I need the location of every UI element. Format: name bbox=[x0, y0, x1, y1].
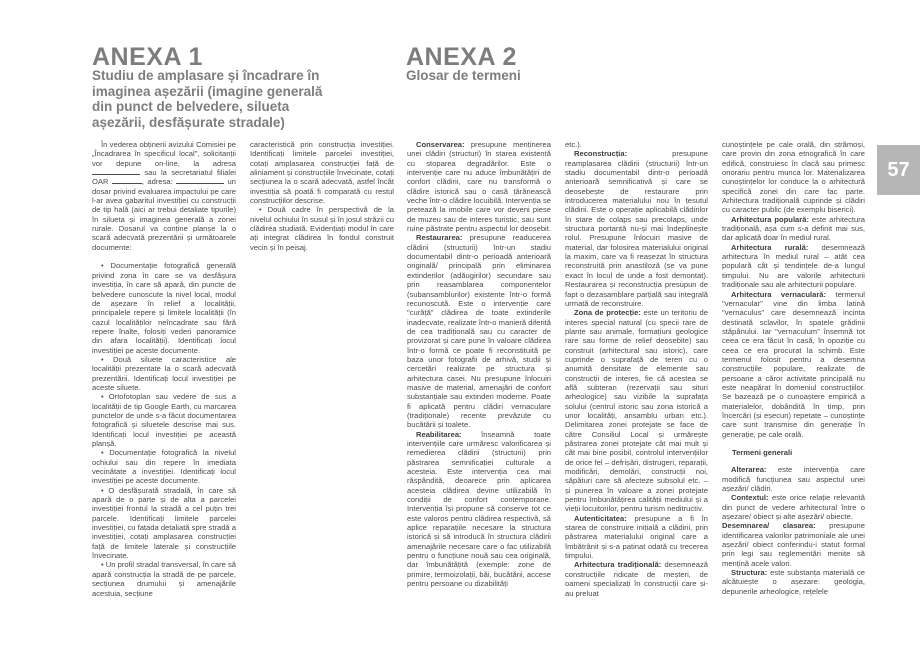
blank-line bbox=[92, 174, 140, 175]
glossary-term: Autenticitatea: bbox=[574, 513, 627, 523]
glossary-definition: desemnează arhitectura în mediul rural – atât cea populară cât și tendințele de-a lungul timpului. Nu are valorile arhitecturii tradiționale sau ale arhitecturii populare. bbox=[722, 242, 865, 290]
glossary-definition: înseamnă toate intervențiile care urmăresc valorificarea și remedierea clădirii (structurii) prin păstrarea semnificației culturale a acesteia. Este intervenția cea mai răspândită, deoarece prin aplicarea acesteia clădirea devine utilizabilă în condiții de confort contemporane. Intervenția își propune să conserve tot ce este valoros pentru clădirea respectivă, să aplice reparațiile necesare la structura istorică și să introducă în structura clădirii amenajările necesare care o fac utilizabilă pentru o funcțiune nouă sau cea originală, dar îmbunătățită (exemple: zone de primire, termoizolații, băi, bucătării, accese pentru persoane cu dizabilități bbox=[407, 429, 551, 589]
intro-text: adresa: bbox=[147, 177, 173, 187]
list-item: • O desfășurată stradală, în care să apară de o parte și de alta a parcelei investiției frontul la stradă a cel puțin trei parcele. Identificați limitele parcelei investiției, cu fațada detaliată spre stradă a investiției, cotați amplasarea construcției față de limitele laterale și construcțiile învecinate. bbox=[92, 485, 236, 561]
glossary-definition: este un teritoriu de interes special natural (cu specii rare de plante sau animale, formațiuni geologice rare sau forme de relief deosebite) sau construit (arhitectural sau istoric), care cuprinde o suprafață de teren cu o anumită densitate de elemente sau construcții de interes, fie că acestea se află subteran (rezervații sau situri arheologice) sau vizibile la suprafața solului (centrul istoric sau zona istorică a unor localități, ansamblu urban etc.). Delimitarea zonei protejate se face de către Consiliul Local și urmărește păstrarea zonei protejate cât mai mult și cât mai bine posibil, controlul intervențiilor de orice fel – defrișări, distrugeri, reparații, modificări, demolări, construcții noi, săpături care să afecteze subsolul etc. – și punerea în valoare a zonei protejate pentru îmbunătățirea calității mediului și a vieții locuitorilor, pentru turism neditructiv. bbox=[565, 308, 708, 514]
glossary-term: Arhitectura bbox=[574, 560, 615, 570]
glossary-term: Reconstrucția: bbox=[574, 149, 628, 159]
glossary-term: Desemnarea/ clasarea: bbox=[722, 521, 816, 531]
glossary-definition: termenul "vernacular" vine din limba latină "vernaculus" care desemnează incinta destinată sclavilor, în spatele grădinii stăpânului. Iar "vernaculum" însemnă tot ceea ce era făcut în casă, în opoziție cu ceea ce era procurat la schimb. Este termenul folosit pentru a desemna construcțiile populare, realizate de persoane a căror activitate principală nu este neapărat în domeniul construcțiilor. Se bazează pe o cunoaștere empirică a materialelor, dobândită în timp, prin încercări (și eșecuri) repetate – cunoștințe care sunt transmise din generație în generație, pe cale orală. bbox=[722, 289, 865, 439]
glossary-definition: este arhitectura tradițională, așa cum s-a definit mai sus, dar aplicată doar în mediul rural. bbox=[722, 214, 865, 243]
list-item: • Un profil stradal transversal, în care să apară construcția la stradă de pe parcele, secțiunea drumului și amenajările acestuia, secțiune bbox=[92, 560, 236, 598]
glossary-entry bbox=[407, 430, 551, 589]
glossary-term: Alterarea: bbox=[731, 465, 767, 475]
anexa1-subtitle-line: așezării, desfășurate stradale) bbox=[92, 114, 285, 130]
glossary-entry bbox=[722, 290, 865, 440]
glossary-term: Structura: bbox=[731, 568, 768, 578]
section-heading: Termeni generali bbox=[732, 448, 793, 457]
column-anexa1-right bbox=[250, 140, 394, 252]
glossary-term: Zona de protecție: bbox=[574, 308, 641, 318]
list-item: • Documentație fotografică la nivelul ochiului sau din repere în imediata vecinătate a investiției. Identificați locul investiției pe aceste documente. bbox=[92, 448, 236, 486]
paragraph: cunoștințele pe cale orală, din strămoși, care provin din zona etnografică în care edifică, construiesc în clacă sau primesc onorariu pentru munca lor. Materializarea cunoștințelor lor conduce la o arhitectură specifică zonei din care fac parte. Arhitectura tradițională cuprinde și clădiri cu caracter public (de exemplu biserici). bbox=[722, 140, 865, 215]
column-glossary-3 bbox=[722, 140, 865, 596]
list-item: • Documentație fotografică generală privind zona în care se va desfășura investiția, în care să apară, din puncte de belvedere cunoscute la nivel local, modul de așezare în relief a localității, principalele repere și limitele localității (în cazul localităților neîncadrate sau fără repere înalte, folosiți vederi panoramice din afara localității). Identificați locul investiției pe aceste documente. bbox=[92, 261, 236, 355]
glossary-entry bbox=[565, 308, 708, 514]
page-number-tab: 57 bbox=[877, 145, 920, 195]
glossary-entry bbox=[407, 233, 551, 429]
glossary-entry bbox=[565, 149, 708, 308]
intro-text: În vederea obținerii avizului Comisiei pe „Încadrarea în specificul local", solicitanții vor depune on-line, la adresa bbox=[92, 140, 236, 168]
anexa1-subtitle-line: Studiu de amplasare și încadrare în bbox=[92, 68, 320, 83]
glossary-term: Arhitectura populară: bbox=[731, 214, 809, 224]
glossary-definition: presupune a fi în starea de construire inițială a clădirii, prin păstrarea materialului original care a îmbătrânit și s-a patinat odată cu trecerea timpului. bbox=[565, 513, 708, 561]
column-glossary-2 bbox=[565, 140, 708, 598]
glossary-definition: este substanța materială ce alcătuiește o așezare: geologia, depunerile arheologice, rețelele bbox=[722, 568, 865, 596]
column-glossary-1 bbox=[407, 140, 551, 589]
column-anexa1-left bbox=[92, 140, 236, 598]
anexa1-title: ANEXA 1 bbox=[92, 43, 203, 71]
glossary-entry bbox=[407, 140, 551, 233]
glossary-definition: presupune readucerea clădirii (structurii) într-un stadiu documentabil dintr-o perioadă anterioară originală/ principală prin eliminarea extinderilor (adăugirilor) secundare sau prin reasamblarea componentelor (subansamblurilor) existente într-o formă recunoscută. Este o intervenție care "curăță" clădirea de toate extinderile inadecvate, realizate într-o manieră diferită de cea tradițională sau cu caracter de provizorat și care pune în valoare clădirea într-o formă ce poate fi reconstituită pe baza unor fotografii de arhivă, studii și cercetări realizate pe structura și arhitectura casei. Nu presupune înlocuiri masive de material, amenajări de confort substanțiale sau extinderi moderne. Poate fi aplicată pentru clădiri vernaculare (tradiționale) recente prevăzute cu bucătării și toalete. bbox=[407, 233, 551, 430]
anexa1-subtitle bbox=[92, 68, 322, 130]
glossary-definition: presupune menținerea unei clădiri (structuri) în starea existentă cu stoparea degradărilor. Este o intervenție care nu aduce îmbunătățiri de confort clădirii, care nu transformă o clădire istorică sau o casă țărănească veche într-o clădire locuibilă. Intervenția se pretează la imobile care vor deveni piese de muzeu sau de interes turistic, sau sunt ruine păstrate pentru aspectul lor deosebit. bbox=[407, 140, 551, 234]
glossary-term: Contextul: bbox=[731, 493, 769, 503]
glossary-definition: este intervenția care modifică funcțiunea sau aspectul unei așezări/ clădiri. bbox=[722, 465, 865, 494]
glossary-entry bbox=[565, 560, 708, 597]
intro-text: un dosar privind evaluarea impactului pe care l-ar avea gabaritul investiției cu construcții de tip hală (aici ar trebui detaliate tipurile) în silueta și imaginea generală a zonei rurale. Dosarul va conține planșe la o scară adecvată prezentării și următoarele documente: bbox=[92, 177, 236, 252]
glossary-entry bbox=[722, 568, 865, 596]
glossary-entry bbox=[722, 465, 865, 493]
glossary-term: Arhitectura vernaculară: bbox=[731, 289, 827, 299]
list-item: • Două cadre în perspectivă de la nivelul ochiului în susul și în josul străzii cu clădirea studiată. Evidențiați modul în care ați integrat clădirea în fondul construit vecin și în peisaj. bbox=[250, 205, 394, 252]
anexa2-subtitle: Glosar de termeni bbox=[406, 68, 521, 83]
anexa2-title: ANEXA 2 bbox=[406, 43, 517, 71]
glossary-definition: presupune identificarea valorilor patrimoniale ale unei așezări/ obiect conferindu-i statut formal prin legi sau reglementări menite să mențină acele valori. bbox=[722, 521, 865, 568]
glossary-definition: presupune reamplasarea clădirii (structurii) într-un stadiu documentabil dintr-o perioadă anterioară semnificativă și care se deosebește de restaurare prin introducerea materialului nou în țesutul clădirii. Este o operație aplicabilă clădirilor în stare de colaps sau precolaps, unde structura portantă nu-și mai îndeplinește rolul. Presupune înlocuiri masive de material, dar folosirea materialului original la maxim, care va fi reașezat în structura reconstruită prin anastiloză (se va pune exact în locul de unde a fost demontat). Restaurarea și reconstrucția presupun de fapt o dezasamblare parțială sau integrală urmată de reconstruire. bbox=[565, 149, 708, 308]
intro-paragraph: În vederea obținerii avizului Comisiei pe „Încadrarea în specificul local", solicitanții vor depune on-line, la adresa sau la secretariatul filialei OAR , adresa: un dosar privind evaluarea impactului pe care l-ar avea gabaritul investiției cu construcții de tip hală (aici ar trebui detaliate tipurile) în silueta și imaginea generală a zonei rurale. Dosarul va conține planșe la o scară adecvată prezentării și următoarele documente: bbox=[92, 140, 236, 252]
anexa1-subtitle-line: imaginea așezării (imagine generală bbox=[92, 83, 323, 99]
glossary-entry bbox=[722, 493, 865, 521]
paragraph: caracteristică prin construcția investiției. Identificați limitele parcelei investiției, cotați amplasarea construcției față de aliniament și construcțiile învecinate, cotați secțiunea la o scară adecvată, astfel încât investiția să poată fi comparată cu restul construcțiilor descrise. bbox=[250, 140, 394, 206]
intro-text: sau la secretariatul filialei OAR bbox=[92, 168, 236, 187]
glossary-term: tradițională: bbox=[617, 560, 662, 570]
glossary-term: Restaurarea: bbox=[416, 233, 463, 243]
list-item: • Două siluete caracteristice ale localității prezentate la o scară adecvată prezentării. Identificați locul investiției pe aceste siluete. bbox=[92, 354, 236, 392]
blank-line bbox=[112, 183, 142, 184]
glossary-definition: desemnează construcțiile ridicate de meșteri, de oameni specializați în construcții care și-au preluat bbox=[565, 560, 708, 598]
glossary-term: Arhitectura rurală: bbox=[731, 242, 809, 252]
paragraph: etc.). bbox=[565, 140, 582, 149]
blank-line bbox=[176, 183, 224, 184]
glossary-entry bbox=[565, 514, 708, 561]
glossary-definition: este orice relație relevantă din punct de vedere arhitectural între o așezare/ obiect și alte așezări/ obiecte. bbox=[722, 493, 865, 522]
glossary-entry bbox=[722, 521, 865, 568]
glossary-entry bbox=[722, 215, 865, 243]
list-item: • Ortofotoplan sau vedere de sus a localității de tip Google Earth, cu marcarea punctelor de unde s-a făcut documentarea fotografică și siluetele descrise mai sus. Identificați locul investiției pe această planșă. bbox=[92, 392, 236, 448]
glossary-entry bbox=[722, 243, 865, 290]
glossary-term: Conservarea: bbox=[416, 140, 465, 149]
anexa1-subtitle-line: din punct de belvedere, silueta bbox=[92, 99, 290, 115]
glossary-term: Reabilitarea: bbox=[416, 429, 462, 439]
